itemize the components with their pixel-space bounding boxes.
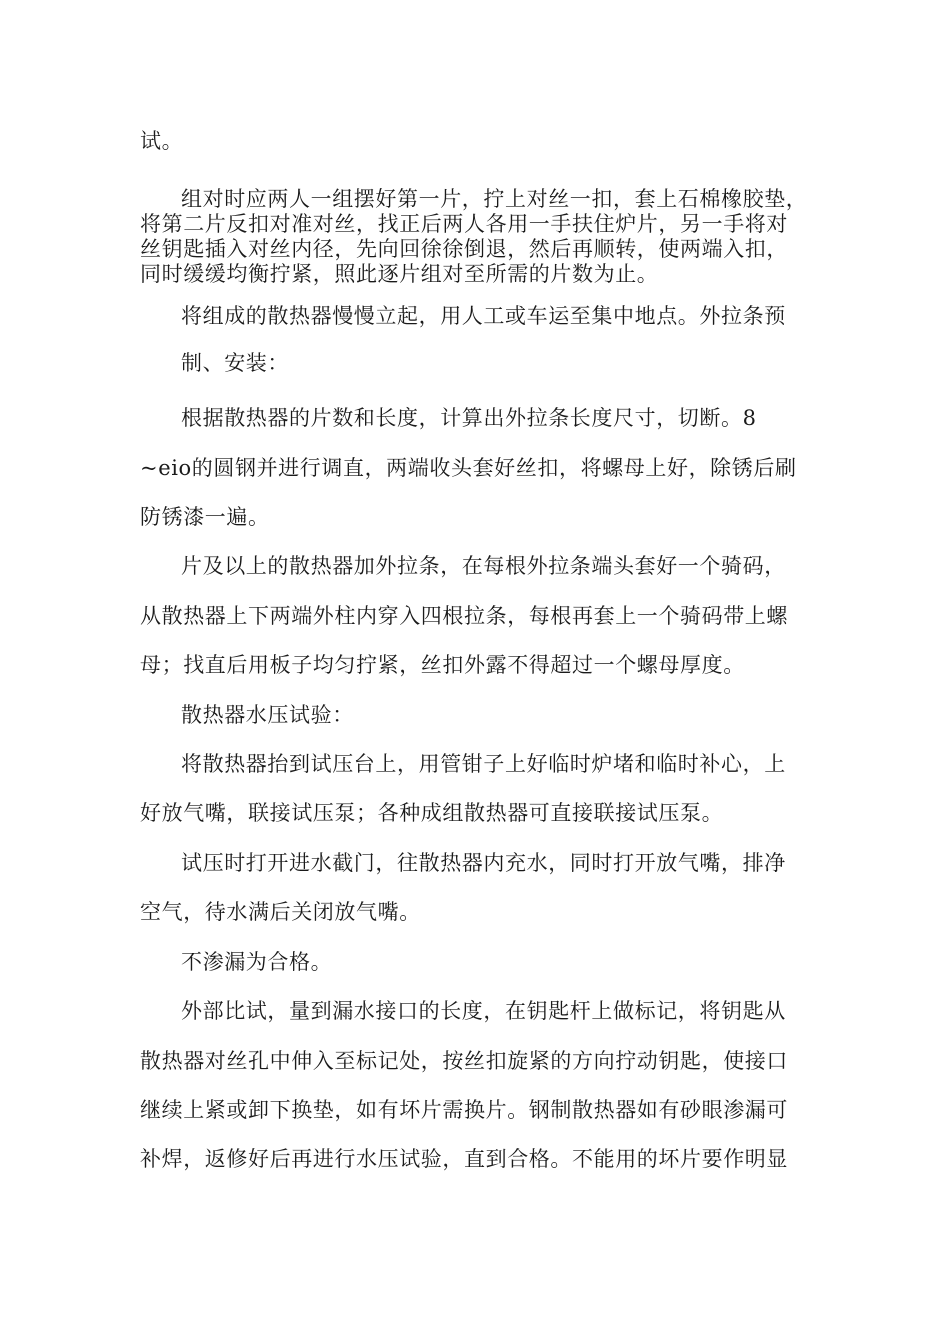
text-line: 同时缓缓均衡拧紧，照此逐片组对至所需的片数为止。: [140, 262, 659, 286]
text-line: ~eio的圆钢并进行调直，两端收头套好丝扣，将螺母上好，除锈后刷: [140, 456, 797, 480]
text-line: 从散热器上下两端外柱内穿入四根拉条，每根再套上一个骑码带上螺: [140, 604, 788, 628]
text-line: 散热器对丝孔中伸入至标记处，按丝扣旋紧的方向拧动钥匙，使接口: [140, 1049, 788, 1073]
text-line: 空气，待水满后关闭放气嘴。: [140, 900, 421, 924]
text-line: 将组成的散热器慢慢立起，用人工或车运至集中地点。外拉条预: [181, 304, 786, 328]
text-line: 继续上紧或卸下换垫，如有坏片需换片。钢制散热器如有砂眼渗漏可: [140, 1098, 788, 1122]
text-line: 片及以上的散热器加外拉条，在每根外拉条端头套好一个骑码，: [181, 554, 786, 578]
text-line: 试压时打开进水截门，往散热器内充水，同时打开放气嘴，排净: [181, 851, 786, 875]
text-line: 防锈漆一遍。: [140, 505, 270, 529]
text-line: 将第二片反扣对准对丝，找正后两人各用一手扶住炉片，另一手将对: [140, 212, 788, 236]
text-line: 母；找直后用板子均匀拧紧，丝扣外露不得超过一个螺母厚度。: [140, 653, 745, 677]
text-line: 组对时应两人一组摆好第一片，拧上对丝一扣，套上石棉橡胶垫，: [181, 187, 808, 211]
text-line: 好放气嘴，联接试压泵；各种成组散热器可直接联接试压泵。: [140, 801, 724, 825]
section-heading: 散热器水压试验：: [181, 703, 354, 727]
text-line: 试。: [140, 129, 184, 153]
text-line: 将散热器抬到试压台上，用管钳子上好临时炉堵和临时补心，上: [181, 752, 786, 776]
text-line: 不渗漏为合格。: [181, 950, 333, 974]
text-line: 补焊，返修好后再进行水压试验，直到合格。不能用的坏片要作明显: [140, 1147, 788, 1171]
text-line: 根据散热器的片数和长度，计算出外拉条长度尺寸，切断。8: [181, 406, 757, 430]
text-line: 外部比试，量到漏水接口的长度，在钥匙杆上做标记，将钥匙从: [181, 999, 786, 1023]
text-line: 制、安装：: [181, 351, 289, 375]
text-line: 丝钥匙插入对丝内径，先向回徐徐倒退，然后再顺转，使两端入扣，: [140, 237, 788, 261]
